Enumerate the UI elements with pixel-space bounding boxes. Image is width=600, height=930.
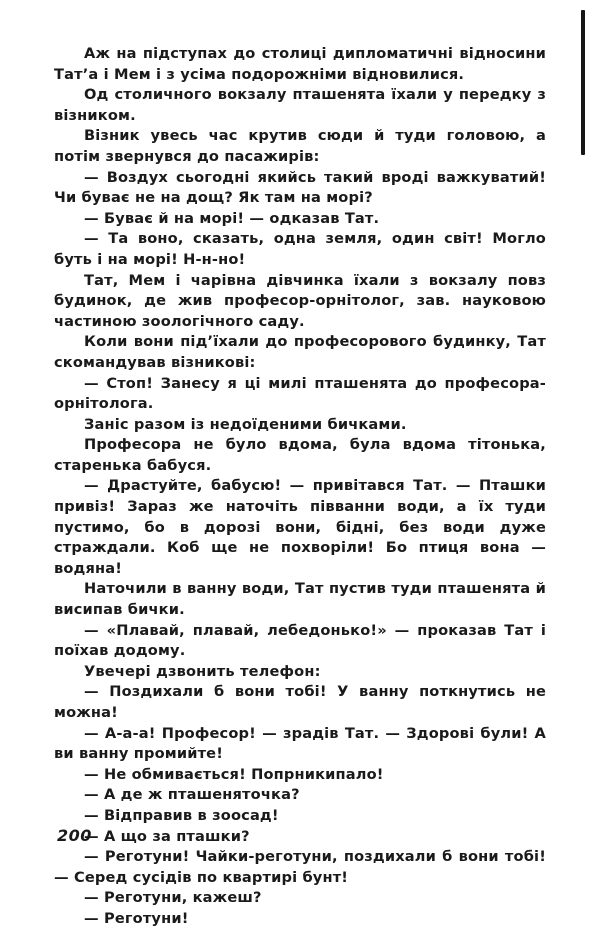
paragraph: — Реготуни, кажеш? <box>84 889 262 907</box>
paragraph: — А що за пташки? <box>84 827 250 845</box>
paragraph: Увечері дзвонить телефон: <box>84 662 321 680</box>
paragraph: Заніс разом із недоїденими бичками. <box>84 415 407 433</box>
paragraph: — «Плавай, плавай, лебедонько!» — проказав Тат і поїхав додому. <box>54 621 546 660</box>
paragraph: — Поздихали б вони тобі! У ванну поткнутись не можна! <box>54 683 546 721</box>
paragraph: Тат, Мем і чарівна дівчинка їхали з вокзалу повз будинок, де жив професор-орнітолог, зав. науковою частиною зоологічного саду. <box>54 271 546 330</box>
paragraph: — Реготуни! Чайки-реготуни, поздихали б вони тобі! — Серед сусідів по квартирі бунт! <box>54 848 546 886</box>
paragraph: — Відправив в зоосад! <box>84 806 279 824</box>
paragraph: — Буває й на морі! — одказав Тат. <box>84 209 380 227</box>
paragraph: — Драстуйте, бабусю! — привітався Тат. — Пташки привіз! Зараз же наточіть півванни води, а їх туди пустимо, бо в дорозі вони, бідні, без води дуже страждали. Коб ще не похворіли! Бо птиця вона — водяна! <box>54 477 546 577</box>
paragraph: — Стоп! Занесу я ці милі пташенята до професора-орнітолога. <box>54 374 546 413</box>
text-column <box>54 44 546 930</box>
paragraph: Од столичного вокзалу пташенята їхали у передку з візником. <box>54 86 546 124</box>
page-number: 200 <box>57 826 92 845</box>
paragraph: Наточили в ванну води, Тат пустив туди пташенята й висипав бички. <box>54 580 546 619</box>
paragraph: — Та воно, сказать, одна земля, один світ! Могло буть і на морі! Н-н-но! <box>54 230 546 268</box>
paragraph: Візник увесь час крутив сюди й туди головою, а потім звернувся до пасажирів: <box>54 127 546 165</box>
paragraph: Коли вони під’їхали до професорового будинку, Тат скомандував візникові: <box>54 333 546 371</box>
paragraph: — А-а-а! Професор! — зрадів Тат. — Здорові були! А ви ванну промийте! <box>54 724 546 763</box>
paragraph: — Реготуни! <box>84 909 189 927</box>
paragraph: — Воздух сьогодні якийсь такий вроді важкуватий! Чи буває не на дощ? Як там на морі? <box>54 168 546 207</box>
binding-shadow <box>581 10 585 155</box>
paragraph: Аж на підступах до столиці дипломатичні відносини Тат’а і Мем і з усіма подорожніми відновилися. <box>54 45 546 83</box>
paragraph: — А де ж пташеняточка? <box>84 786 300 804</box>
paragraph: Професора не було вдома, була вдома тітонька, старенька бабуся. <box>54 436 546 474</box>
paragraph: — Не обмивається! Попрникипало! <box>84 765 384 783</box>
